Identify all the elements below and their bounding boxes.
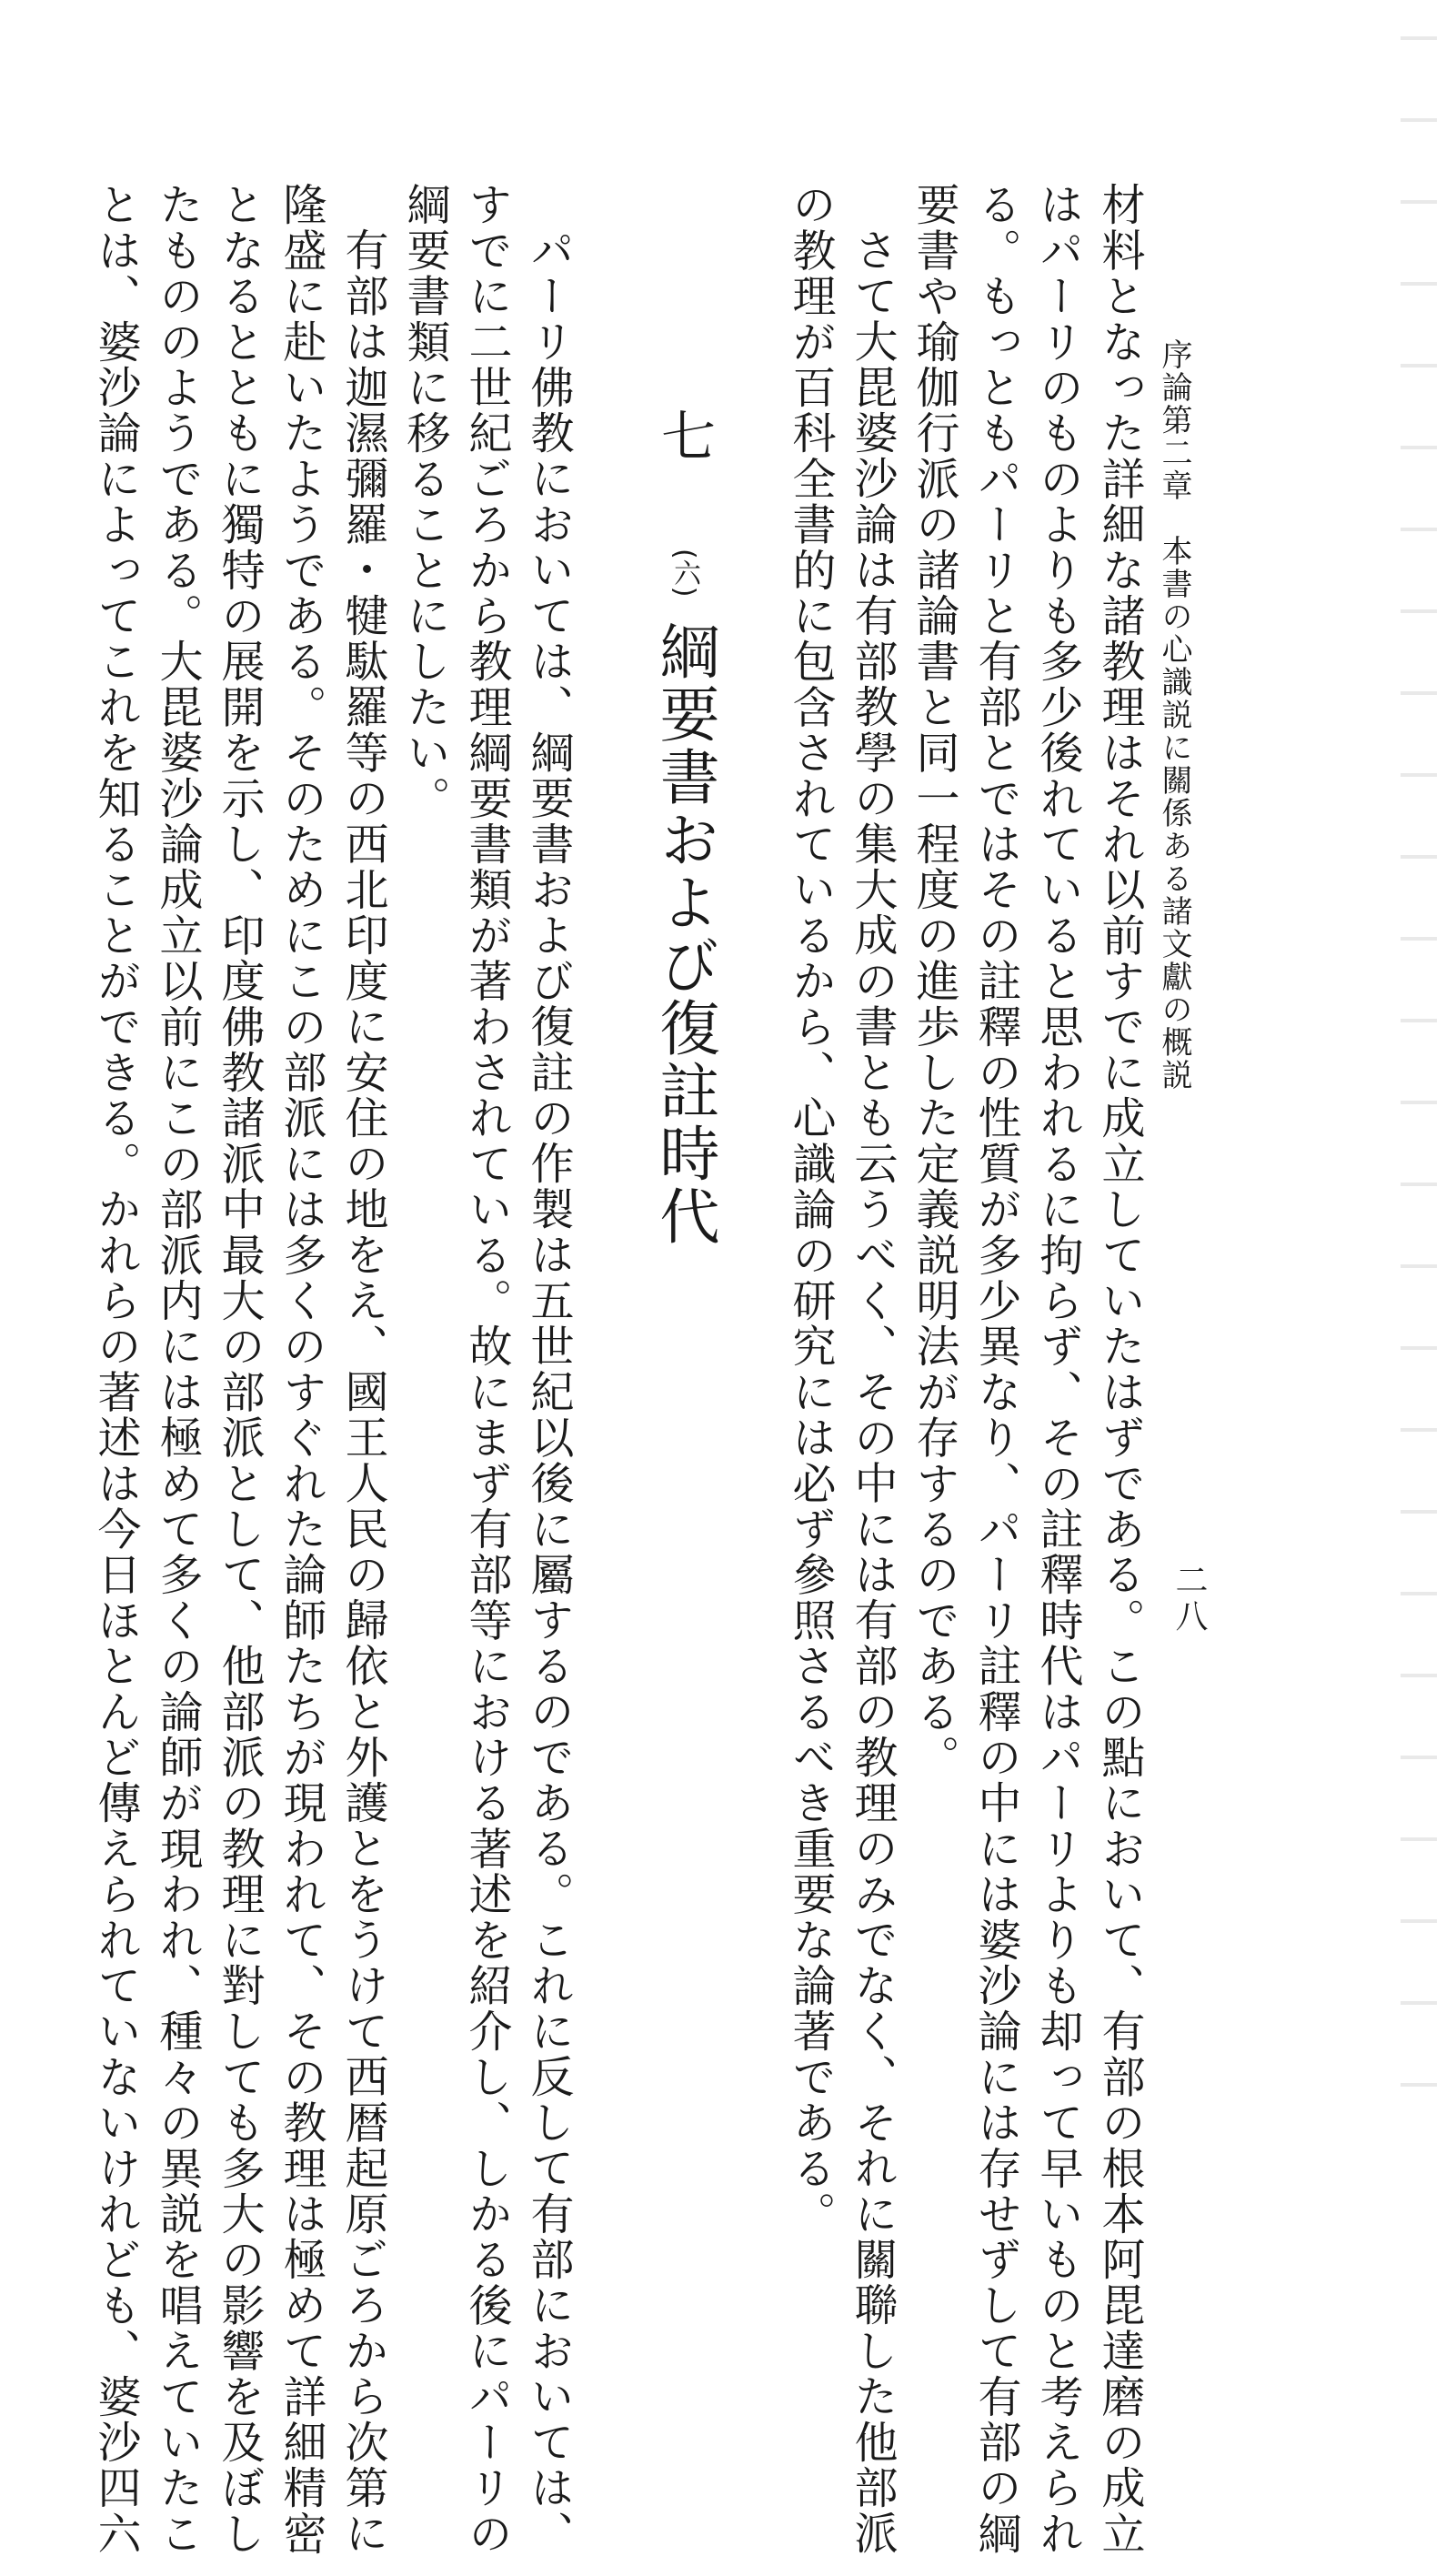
section-sub-number: (六) xyxy=(668,548,700,598)
text-column: 要書や瑜伽行派の諸論書と同一程度の進歩した定義説明法が存するのである。 xyxy=(909,182,959,1780)
text-column: パーリ佛教においては、綱要書および復註の作製は五世紀以後に屬するのである。これに反して有部においては、 xyxy=(523,227,574,2556)
text-column: 綱要書類に移ることにしたい。 xyxy=(399,182,450,821)
section-title: 綱要書および復註時代 xyxy=(649,619,719,1248)
text-column: となるとともに獨特の展開を示し、印度佛教諸派中最大の部派として、他部派の教理に對しても多大の影響を及ぼし xyxy=(214,182,265,2556)
running-head: 序論第二章 本書の心識説に關係ある諸文獻の概説 xyxy=(1156,338,1192,1092)
text-column: 有部は迦濕彌羅・犍駄羅等の西北印度に安住の地をえ、國王人民の歸依と外護とをうけて西暦起原ごろから次第に xyxy=(337,227,388,2556)
text-column: とは、婆沙論によってこれを知ることができる。かれらの著述は今日ほとんど傳えられていないけれども、婆沙四六 xyxy=(90,182,141,2556)
section-heading xyxy=(618,408,728,1248)
text-column: たもののようである。大毘婆沙論成立以前にこの部派内には極めて多くの論師が現われ、種々の異説を唱えていたこ xyxy=(152,182,203,2556)
text-column: 隆盛に赴いたようである。そのためにこの部派には多くのすぐれた論師たちが現われて、その教理は極めて詳細精密 xyxy=(276,182,326,2556)
text-column: る。もっともパーリと有部とではその註釋の性質が多少異なり、パーリ註釋の中には婆沙論には存せずして有部の綱 xyxy=(970,182,1021,2556)
scan-edge-artifacts xyxy=(1401,0,1437,2150)
text-column: すでに二世紀ごろから教理綱要書類が著わされている。故にまず有部等における著述を紹介し、しかる後にパーリの xyxy=(461,182,512,2556)
text-column: 材料となった詳細な諸教理はそれ以前すでに成立していたはずである。この點において、有部の根本阿毘達磨の成立 xyxy=(1094,182,1145,2556)
section-number: 七 xyxy=(652,408,716,462)
text-column: はパーリのものよりも多少後れていると思われるに拘らず、その註釋時代はパーリよりも却って早いものと考えられ xyxy=(1032,182,1083,2556)
text-column: の教理が百科全書的に包含されているから、心識論の研究には必ず參照さるべき重要な論著である。 xyxy=(785,182,836,2237)
text-column: さて大毘婆沙論は有部教學の集大成の書とも云うべく、その中には有部の教理のみでなく、それに關聯した他部派 xyxy=(847,227,898,2556)
page-number: 二八 xyxy=(1170,1563,1208,1635)
